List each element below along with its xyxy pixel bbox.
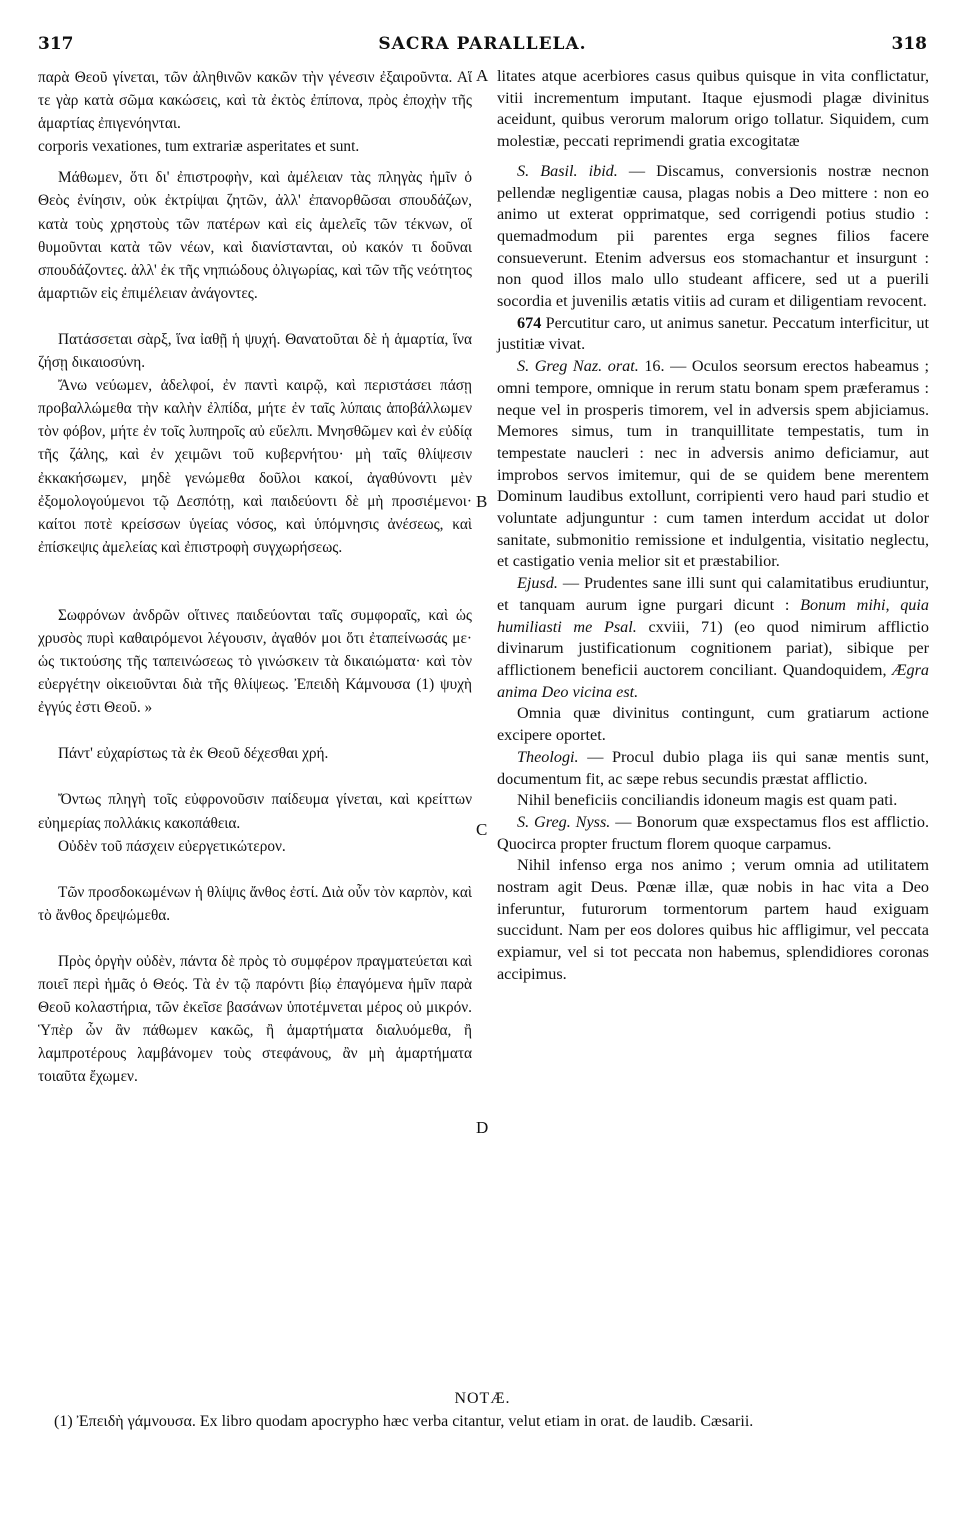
latin-text: cxviii, 71) (eo quod nimirum afflictio divinarum justificationum cognitionem pariat), sibique per afflictionem beneficii auctorem conciliant. Quandoquidem, <box>497 617 929 679</box>
margin-letter-c: C <box>476 820 488 839</box>
margin-letter-b: B <box>476 492 488 511</box>
source-citation: Theologi. <box>517 747 579 766</box>
quoted-phrase: Ægra anima Deo vicina est. <box>497 660 929 701</box>
left-page-number: 317 <box>38 34 74 54</box>
notes-heading: NOTÆ. <box>454 1390 511 1407</box>
latin-paragraph: Nihil beneficiis conciliandis idoneum magis est quam pati. <box>517 791 898 810</box>
latin-paragraph <box>497 747 929 790</box>
margin-letter-d: D <box>476 1118 489 1137</box>
latin-text: Percutitur caro, ut animus sanetur. Peccatum interficitur, ut justitiæ vivat. <box>497 313 929 354</box>
latin-text: — Procul dubio plaga iis qui sanæ mentis sunt, documentum fit, ac sæpe rebus secundis præstat afflictio. <box>497 747 929 788</box>
greek-paragraph: Πρὸς ὀργὴν οὐδὲν, πάντα δὲ πρὸς τὸ συμφέρον πραγματεύεται καὶ ποιεῖ περὶ ἡμᾶς ὁ Θεός. Τὰ ἐν τῷ παρόντι βίῳ ἐπαγόμενα ἡμῖν παρὰ Θεοῦ κολαστήρια, τῶν ἐκεῖσε βασάνων ὑποτέμνεται μέρος οὐ μικρόν. Ὑπὲρ ὧν ἂν πάθωμεν κακῶς, ἢ ἁμαρτήματα διαλυόμεθα, ἢ λαμπροτέρους λαμβάνομεν τοὺς στεφάνους, ἂν μὴ ἁμαρτήματα τοιαῦτα ἔχωμεν. <box>38 952 472 1086</box>
source-citation: Ejusd. <box>517 574 558 593</box>
latin-paragraph <box>497 313 929 356</box>
greek-paragraph: Ὄντως πληγὴ τοῖς εὐφρονοῦσιν παίδευμα γίνεται, καὶ κρείττων εὐημερίας πολλάκις κακοπάθεια. <box>38 791 472 832</box>
latin-column <box>497 66 929 986</box>
running-title: SACRA PARALLELA. <box>378 34 587 54</box>
latin-paragraph: Omnia quæ divinitus contingunt, cum gratiarum actione excipere oportet. <box>497 704 929 745</box>
latin-paragraph <box>497 812 929 855</box>
greek-column <box>38 66 472 1088</box>
latin-text: 16. — Oculos seorsum erectos habeamus ; omni tempore, omnique in rerum statu bonam spem præferamus : neque vel in prosperis timorem, vel in adversis spem abjiciamus. Memores simus, tum in tranquillitate tempestatis, tum in tempestate naucleri : nec in adversis animo deficiamur, aut improbos servos imitemur, qui de se quidem bene merentem Dominum laudibus extollunt, corripienti vero haud pari studio et voluntate adjunguntur : cum tamen interdum accidat ut dolor sanitate, submonitio remissione et indulgentia, visitatio neglectu, et castigatio venia melior sit et præstabilior. <box>497 357 929 571</box>
latin-text: — Bonorum quæ exspectamus flos est afflictio. Quocirca propter fructum florem quoque carpamus. <box>497 812 929 853</box>
greek-paragraph: Μάθωμεν, ὅτι δι' ἐπιστροφὴν, καὶ ἀμέλειαν τὰς πληγὰς ἡμῖν ὁ Θεὸς ἐνίησιν, οὐκ ἐκτρίψαι ζητῶν, ἀλλ' ἐπανορθῶσαι σπουδάζων, κατὰ τοὺς χρηστοὺς τῶν πατέρων καὶ εἰς ἀμελεῖς τῶν τέκνων, οἵ θυμοῦνται κατὰ τῶν νέων, καὶ διανίστανται, οὐ κακόν τι δοῦναι σπουδάζοντες. ἀλλ' ἐκ τῆς νηπιώδους ὀλιγωρίας, καὶ τῶν τῆς νεότητος ἁμαρτιῶν εἰς ἐπιμέλειαν ἀνάγοντες. <box>38 169 472 302</box>
latin-paragraph <box>497 161 929 313</box>
source-citation: S. Greg. Nyss. <box>517 812 611 831</box>
section-number: 674 <box>517 313 542 332</box>
greek-paragraph: Ἄνω νεύωμεν, ἀδελφοί, ἐν παντὶ καιρῷ, καὶ περιστάσει πάσῃ προβαλλώμεθα τὴν καλὴν ἐλπίδα, μήτε ἐν ταῖς λύπαις ἀποβάλλωμεν τὸν φόβον, μήτε ἐν τοῖς λυπηροῖς αὐ εὔελπι. Μνησθῶμεν καὶ ἐν εὐδίᾳ τῆς ζάλης, καὶ ἐν χειμῶνι τοῦ κυβερνήτου· μὴ ταῖς θλίψεσιν ἐκκακήσωμεν, μηδὲ γενώμεθα δοῦλοι κακοί, ἀγαθύνοντι μὲν ἐξομολογούμενοι τῷ Δεσπότῃ, καὶ παιδεύοντι δὲ μὴ προσιέμενοι· καίτοι ποτὲ κρείσσων ὑγείας νόσος, καὶ ὑπόμνησις ἀνέσεως, καὶ ἐπίσκεψις ἀμελείας καὶ ἐπιστροφὴ συγχωρήσεως. <box>38 377 472 556</box>
source-citation: S. Greg Naz. orat. <box>517 357 639 376</box>
latin-text: — Discamus, conversionis nostræ necnon pellendæ negligentiæ causa, plagas nobis a Deo mittere : non eo animo ut exterat opprimatque, sed corrigendi potius studio : quemadmodum pii parentes erga segnes filios facere consueverunt. Etenim adversus eos stomachantur et insurgunt : non quod illos malo ullo studeant afficere, sed ut a puerili socordia et juvenilis ætatis vitiis ad curam et diligentiam revocent. <box>497 161 929 311</box>
latin-fragment: corporis vexationes, tum extrariæ asperitates et sunt. <box>38 138 360 156</box>
latin-paragraph: Nihil infenso erga nos animo ; verum omnia ad utilitatem nostram agit Deus. Pœnæ illæ, quæ nobis in hac vita a Deo inferuntur, futurorum tormentorum partem haud exiguam succidunt. Nam per eos dolores quibus hic affligimur, vel peccata expiamur, vel si tot peccata non habemus, splendidiores coronas accipimus. <box>497 856 929 983</box>
greek-paragraph: Σωφρόνων ἀνδρῶν οἵτινες παιδεύονται ταῖς συμφοραῖς, καὶ ὡς χρυσὸς πυρὶ καθαιρόμενοι λέγουσιν, ἀγαθόν μοι ὅτι ἐταπείνωσάς με· ὡς τικτούσης τῆς ταπεινώσεως τὸ γινώσκειν τὰ δικαιώματα· καὶ τὸν εὐεργέτην οἰκειοῦνται διὰ τῆς θλίψεως. Ἐπειδὴ Κάμνουσα (1) ψυχὴ ἐγγύς ἐστι Θεοῦ. » <box>38 606 472 717</box>
latin-paragraph <box>497 356 929 573</box>
scripture-quote: Bonum mihi, quia humiliasti me Psal. <box>497 595 929 636</box>
latin-paragraph <box>497 573 929 703</box>
greek-paragraph: Οὐδὲν τοῦ πάσχειν εὐεργετικώτερον. <box>58 837 286 855</box>
greek-paragraph: παρὰ Θεοῦ γίνεται, τῶν ἀληθινῶν κακῶν τὴν γένεσιν ἐξαιροῦντα. Αἵ τε γὰρ κατὰ σῶμα κακώσεις, καὶ τὰ ἐκτὸς ἐπίπονα, πρὸς ἐποχὴν τῆς ἁμαρτίας ἐπιγενόηνται. <box>38 69 472 133</box>
right-page-number: 318 <box>891 34 927 54</box>
latin-text: — Prudentes sane illi sunt qui calamitatibus erudiuntur, et tanquam aurum igne purgari dicunt : <box>497 574 929 614</box>
greek-paragraph: Πάντ' εὐχαρίστως τὰ ἐκ Θεοῦ δέχεσθαι χρή. <box>58 745 329 763</box>
greek-paragraph: Τῶν προσδοκωμένων ἡ θλίψις ἄνθος ἐστί. Διὰ οὖν τὸν καρπὸν, καὶ τὸ ἄνθος δρεψώμεθα. <box>38 883 472 924</box>
greek-paragraph: Πατάσσεται σὰρξ, ἵνα ἰαθῇ ἡ ψυχή. Θανατοῦται δὲ ἡ ἁμαρτία, ἵνα ζήσῃ δικαιοσύνη. <box>38 330 472 372</box>
margin-letter-a: A <box>476 66 489 85</box>
source-citation: S. Basil. ibid. <box>517 161 618 180</box>
latin-paragraph: litates atque acerbiores casus quibus quisque in vita conflictatur, vitii incrementum imputant. Itaque ejusmodi plagæ divinitus aceidunt, quibus verorum malorum origo tollatur. Siquidem, cum molestiæ, peccati reprimendi gratia excogitatæ <box>497 67 929 151</box>
page-header <box>38 34 927 58</box>
footnote: (1) Ἐπειδὴ γάμνουσα. Ex libro quodam apocrypho hæc verba citantur, velut etiam in orat. de laudib. Cæsarii. <box>54 1413 754 1430</box>
